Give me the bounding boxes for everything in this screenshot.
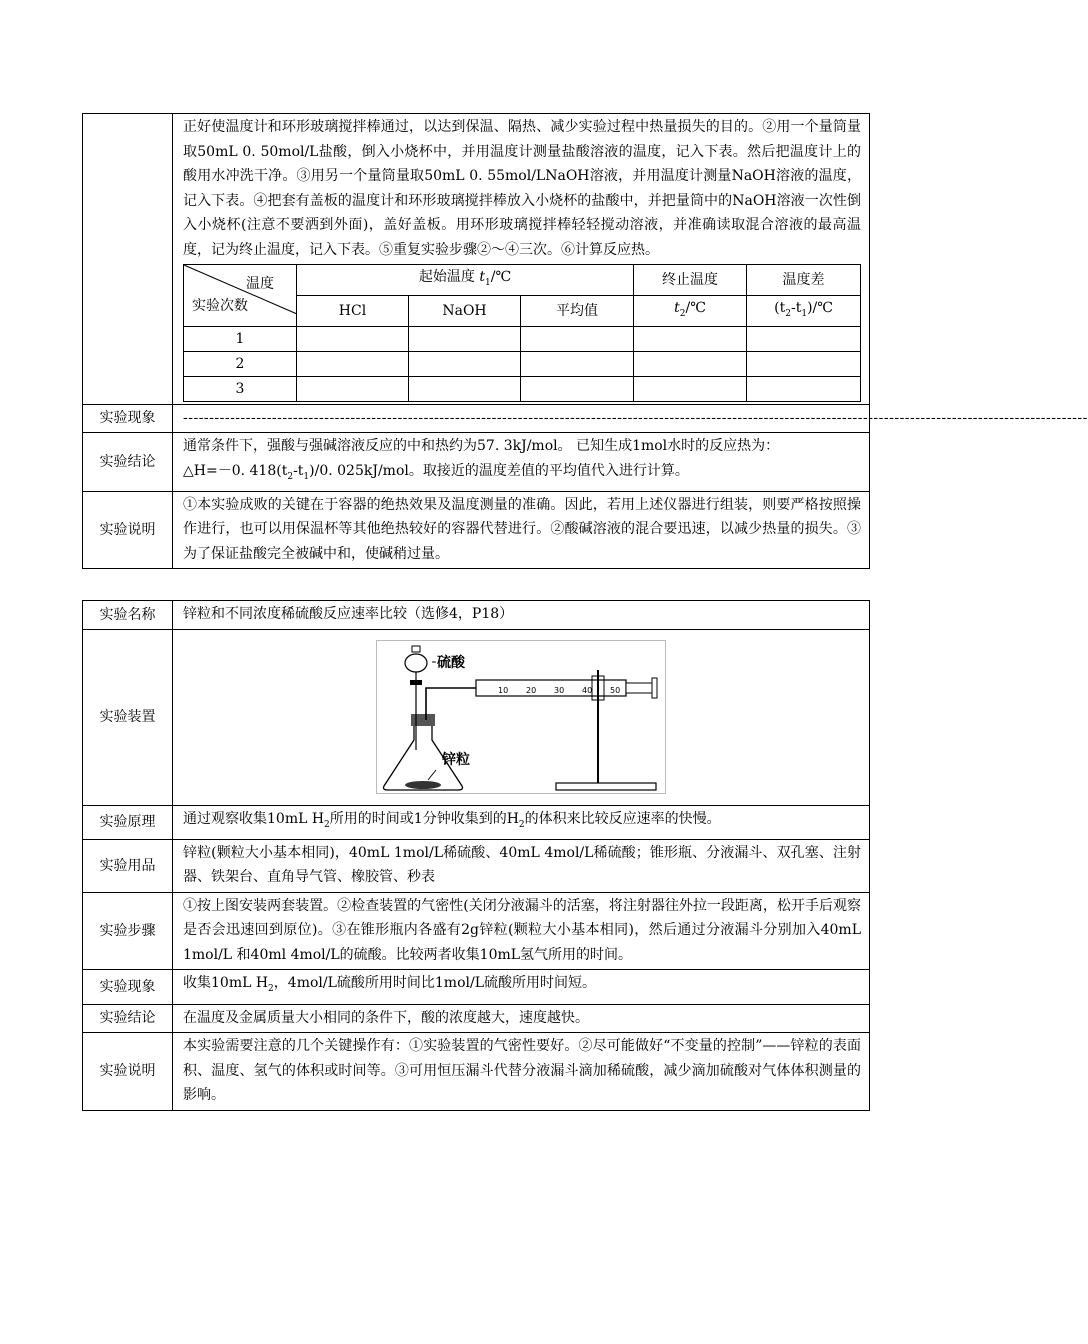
- phenomenon-label-2: 实验现象: [83, 970, 173, 1004]
- hcl-header: HCl: [297, 295, 409, 326]
- corner-top-label: 温度: [246, 276, 274, 293]
- name-label: 实验名称: [83, 601, 173, 630]
- notes-row-2: [83, 1033, 870, 1111]
- tick-20: 20: [526, 686, 537, 695]
- steps-label: 实验步骤: [83, 892, 173, 970]
- name-text: 锌粒和不同浓度稀硫酸反应速率比较（选修4，P18）: [173, 601, 870, 630]
- notes-label-2: 实验说明: [83, 1033, 173, 1111]
- acid-label: 硫酸: [437, 655, 465, 671]
- conclusion-line-1: 通常条件下，强酸与强碱溶液反应的中和热约为57. 3kJ/mol。 已知生成1mol水时的反应热为：: [183, 438, 780, 455]
- conclusion-label-2: 实验结论: [83, 1004, 173, 1033]
- avg-header: 平均值: [521, 295, 634, 326]
- procedure-label-cell: [83, 114, 173, 405]
- notes-label: 实验说明: [83, 491, 173, 569]
- temperature-data-table: [183, 264, 861, 402]
- zinc-granules-icon: [405, 781, 441, 789]
- experiment-table-1: [82, 113, 1088, 569]
- conclusion-text-2: 在温度及金属质量大小相同的条件下，酸的浓度越大，速度越快。: [173, 1004, 870, 1033]
- tick-40: 40: [582, 686, 593, 695]
- supplies-row: [83, 839, 870, 892]
- apparatus-figure: [376, 640, 666, 794]
- principle-text: 通过观察收集10mL $H_2$所用的时间或1分钟收集到的$H_2$的体积来比较反应速率的快慢。: [173, 805, 870, 839]
- conclusion-line-2: △H=－0. $418(t_2-t_1)/0$. 025kJ/mol。取接近的温度差值的平均值代入进行计算。: [183, 462, 689, 482]
- phenomenon-row-2: [83, 970, 870, 1004]
- notes-text-2: 本实验需要注意的几个关键操作有：①实验装置的气密性要好。②尽可能做好“不变量的控制”——锌粒的表面积、温度、氢气的体积或时间等。③可用恒压漏斗代替分液漏斗滴加稀硫酸，减少滴加硫酸对气体体积测量的影响。: [173, 1033, 870, 1111]
- tick-10: 10: [498, 686, 509, 695]
- data-row-3: 3: [184, 376, 861, 401]
- diff-header: 温度差: [747, 265, 861, 296]
- steps-text: ①按上图安装两套装置。②检查装置的气密性(关闭分液漏斗的活塞，将注射器往外拉一段距离，松开手后观察是否会迅速回到原位)。③在锥形瓶内各盛有2g锌粒(颗粒大小基本相同)，然后通过分液漏斗分别加入40mL 1mol/L 和40ml 4mol/L的硫酸。比较两者收集10mL氢气所用的时间。: [173, 892, 870, 970]
- procedure-text: 正好使温度计和环形玻璃搅拌棒通过，以达到保温、隔热、减少实验过程中热量损失的目的。②用一个量筒量取50mL 0. 50mol/L盐酸，倒入小烧杯中，并用温度计测量盐酸溶液的温度，记入下表。然后把温度计上的酸用水冲洗干净。③用另一个量筒量取50mL 0. 55mol/LNaOH溶液，并用温度计测量NaOH溶液的温度，记入下表。④把套有盖板的温度计和环形玻璃搅拌棒放入小烧杯的盐酸中，并把量筒中的NaOH溶液一次性倒入小烧杯(注意不要洒到外面)，盖好盖板。用环形玻璃搅拌棒轻轻搅动溶液，并准确读取混合溶液的最高温度，记为终止温度，记入下表。⑤重复实验步骤②～④三次。⑥计算反应热。: [183, 119, 861, 258]
- plunger-handle: [652, 678, 657, 698]
- conclusion-label: 实验结论: [83, 433, 173, 492]
- apparatus-cell: [173, 629, 870, 805]
- end-temp-header: 终止温度: [634, 265, 747, 296]
- data-row-2: 2: [184, 351, 861, 376]
- t2-header: $t_2/℃$: [634, 295, 747, 326]
- tick-50: 50: [610, 686, 621, 695]
- stopper-icon: [411, 714, 435, 726]
- funnel-cap: [412, 646, 420, 652]
- notes-text: ①本实验成败的关键在于容器的绝热效果及温度测量的准确。因此，若用上述仪器进行组装，则要严格按照操作进行，也可以用保温杯等其他绝热较好的容器代替进行。②酸碱溶液的混合要迅速，以减少热量的损失。③为了保证盐酸完全被碱中和，使碱稍过量。: [173, 491, 870, 569]
- procedure-row: [83, 114, 870, 405]
- naoh-header: NaOH: [409, 295, 521, 326]
- funnel-stopcock-icon: [410, 680, 422, 685]
- principle-row: [83, 805, 870, 839]
- supplies-label: 实验用品: [83, 839, 173, 892]
- apparatus-row: [83, 629, 870, 805]
- diff-expr-header: $(t_2-t_1)/℃$: [747, 295, 861, 326]
- conclusion-row: [83, 433, 870, 492]
- procedure-cell: [173, 114, 870, 405]
- name-row: [83, 601, 870, 630]
- start-temp-header: 起始温度 $t_1/℃$: [297, 265, 634, 296]
- syringe-plunger: [626, 683, 654, 693]
- phenomenon-text-2: 收集10mL $H_2$，4mol/L硫酸所用时间比1mol/L硫酸所用时间短。: [173, 970, 870, 1004]
- supplies-text: 锌粒(颗粒大小基本相同)，40mL 1mol/L稀硫酸、40mL 4mol/L稀硫酸；锥形瓶、分液漏斗、双孔塞、注射器、铁架台、直角导气管、橡胶管、秒表: [173, 839, 870, 892]
- conclusion-row-2: [83, 1004, 870, 1033]
- phenomenon-label: 实验现象: [83, 404, 173, 433]
- tick-30: 30: [554, 686, 565, 695]
- apparatus-label: 实验装置: [83, 629, 173, 805]
- principle-label: 实验原理: [83, 805, 173, 839]
- phenomenon-row: [83, 404, 870, 433]
- steps-row: [83, 892, 870, 970]
- notes-row: [83, 491, 870, 569]
- diagonal-header-cell: [184, 265, 297, 327]
- corner-bottom-label: 实验次数: [192, 298, 248, 315]
- conclusion-cell: [173, 433, 870, 492]
- experiment-table-2: [82, 600, 870, 1111]
- phenomenon-dashes: -----------------------------------------------------------------------------------------------------------------------------------------------------------------------------: [183, 409, 1088, 426]
- phenomenon-cell: [173, 404, 1088, 433]
- iron-stand-base: [556, 783, 656, 790]
- data-row-1: 1: [184, 326, 861, 351]
- zinc-label: 锌粒: [442, 752, 470, 768]
